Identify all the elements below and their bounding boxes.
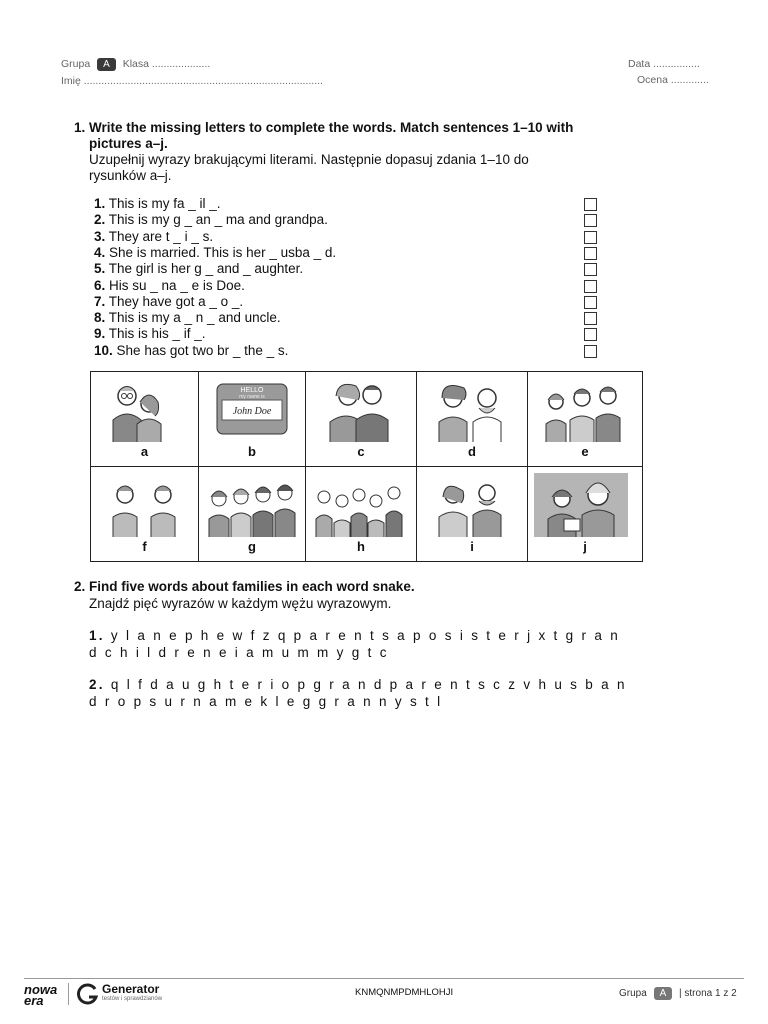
picture-cell-c xyxy=(306,372,417,467)
footer-page-info xyxy=(619,987,737,1000)
word-snake-1-number: 1. xyxy=(89,628,105,643)
date-field: Data ................ xyxy=(628,58,700,70)
class-field: Klasa .................... xyxy=(122,58,211,70)
picture-label: a xyxy=(140,444,149,459)
footer-divider xyxy=(24,978,744,979)
document-code: KNMQNMPDMHLOHJI xyxy=(355,987,454,998)
group-label: Grupa xyxy=(61,58,91,70)
sentence-number: 6. xyxy=(94,277,106,293)
nowa-era-logo xyxy=(24,984,64,1006)
name-tag-my-name-is: my name is xyxy=(239,394,265,400)
footer-logo-divider xyxy=(68,983,69,1005)
grandma-and-granddaughter-icon xyxy=(534,473,628,537)
picture-cell-d xyxy=(417,372,528,467)
sentence-text: They have got a _ o _. xyxy=(108,293,244,309)
picture-label: i xyxy=(470,539,474,554)
picture-cell-e xyxy=(528,372,643,467)
sentence-number: 10. xyxy=(94,342,113,358)
picture-cell-b xyxy=(199,372,306,467)
sentence-10 xyxy=(94,343,288,359)
couple-hugging-icon xyxy=(312,378,406,442)
sentence-text: This is my a _ n _ and uncle. xyxy=(108,310,281,326)
name-field: Imię .................................................................................. xyxy=(61,75,323,87)
word-snake-1-letters: y l a n e p h e w f z q p a r e n t s a p o s i s t e r j x t g r a n d c h i l d r e n e i a m u m m y g t c xyxy=(89,628,621,660)
generator-brand xyxy=(102,982,162,1002)
sentence-number: 3. xyxy=(94,228,106,244)
answer-checkbox-3[interactable] xyxy=(584,231,597,244)
sentence-text: His su _ na _ e is Doe. xyxy=(109,277,245,293)
sentence-text: This is my g _ an _ ma and grandpa. xyxy=(108,212,328,228)
exercise1-number: 1. xyxy=(74,120,86,135)
sentence-7 xyxy=(94,294,243,310)
sentence-number: 1. xyxy=(94,196,106,211)
sentence-text: She has got two br _ the _ s. xyxy=(116,342,289,358)
sentence-5 xyxy=(94,261,303,277)
sentence-number: 5. xyxy=(94,261,106,277)
generator-title: Generator xyxy=(102,982,160,996)
nowa-era-text: nowa era xyxy=(24,982,58,1008)
footer-group-badge: A xyxy=(654,987,673,1000)
exercise2-title xyxy=(74,579,415,595)
picture-cell-j xyxy=(528,467,643,562)
exercise1-instruction-line1: Uzupełnij wyrazy brakującymi literami. Następnie dopasuj zdania 1–10 do xyxy=(89,152,529,167)
sentence-number: 4. xyxy=(94,244,106,260)
aunt-and-uncle-icon xyxy=(423,378,517,442)
family-of-four-icon xyxy=(205,473,299,537)
elderly-couple-icon xyxy=(97,378,191,442)
picture-cell-g xyxy=(199,467,306,562)
exercise1-instruction-line2: rysunków a–j. xyxy=(89,168,172,183)
word-snake-1 xyxy=(89,628,629,661)
sentence-6 xyxy=(94,278,245,294)
picture-label: h xyxy=(357,539,365,554)
answer-checkbox-5[interactable] xyxy=(584,263,597,276)
sentence-number: 7. xyxy=(94,293,106,309)
picture-cell-h xyxy=(306,467,417,562)
answer-checkbox-10[interactable] xyxy=(584,345,597,358)
sentence-3 xyxy=(94,229,213,245)
sentence-text: This is his _ if _. xyxy=(108,326,206,342)
big-family-icon xyxy=(312,473,406,537)
grade-field: Ocena ............. xyxy=(637,74,709,86)
picture-cell-f xyxy=(91,467,199,562)
sentence-text: The girl is her g _ and _ aughter. xyxy=(108,261,304,277)
sentence-1 xyxy=(94,196,221,212)
picture-label: e xyxy=(581,444,589,459)
exercise2-title-text: Find five words about families in each word snake. xyxy=(89,579,415,594)
answer-checkbox-9[interactable] xyxy=(584,328,597,341)
picture-label: g xyxy=(248,539,256,554)
sentence-number: 9. xyxy=(94,326,106,342)
exercise2-number: 2. xyxy=(74,579,86,594)
word-snake-2-letters: q l f d a u g h t e r i o p g r a n d p a r e n t s c z v h u s b a n d r o p s u r n a m e k l e g g r a n n y s t l xyxy=(89,677,627,709)
sentence-2 xyxy=(94,212,328,228)
generator-logo-icon xyxy=(77,983,99,1005)
answer-checkbox-1[interactable] xyxy=(584,198,597,211)
picture-label: j xyxy=(583,539,587,554)
picture-label: b xyxy=(248,444,256,459)
sentence-number: 2. xyxy=(94,212,106,228)
answer-checkbox-2[interactable] xyxy=(584,214,597,227)
sentence-text: They are t _ i _ s. xyxy=(108,228,214,244)
answer-checkbox-6[interactable] xyxy=(584,280,597,293)
sentence-number: 8. xyxy=(94,310,106,326)
page-number: | strona 1 z 2 xyxy=(679,988,737,999)
exercise1-title-line2: pictures a–j. xyxy=(89,136,168,151)
answer-checkbox-4[interactable] xyxy=(584,247,597,260)
picture-label: d xyxy=(468,444,476,459)
answer-checkbox-8[interactable] xyxy=(584,312,597,325)
header-group-row xyxy=(61,58,210,71)
picture-label: c xyxy=(357,444,365,459)
sentence-text: This is my fa _ il _. xyxy=(108,196,221,211)
word-snake-2 xyxy=(89,677,629,710)
picture-cell-a xyxy=(91,372,199,467)
name-tag-name: John Doe xyxy=(232,406,272,417)
name-tag-icon xyxy=(205,378,299,442)
generator-subtitle: testów i sprawdzianów xyxy=(102,996,163,1002)
sentence-9 xyxy=(94,326,206,342)
word-snake-2-number: 2. xyxy=(89,677,105,692)
picture-label: f xyxy=(142,539,147,554)
answer-checkbox-7[interactable] xyxy=(584,296,597,309)
husband-and-wife-icon xyxy=(423,473,517,537)
sentence-text: She is married. This is her _ usba _ d. xyxy=(109,244,337,260)
sentence-8 xyxy=(94,310,281,326)
pictures-table xyxy=(90,371,643,562)
three-siblings-icon xyxy=(534,378,628,442)
footer-group-label: Grupa xyxy=(619,988,647,999)
exercise1-title-line1: Write the missing letters to complete the words. Match sentences 1–10 with xyxy=(89,120,574,135)
exercise2-instruction: Znajdź pięć wyrazów w każdym wężu wyrazowym. xyxy=(89,596,392,611)
group-badge: A xyxy=(97,58,116,71)
exercise1-title xyxy=(74,120,634,152)
name-tag-hello: HELLO xyxy=(240,387,264,394)
picture-cell-i xyxy=(417,467,528,562)
sentence-4 xyxy=(94,245,336,261)
twins-icon xyxy=(97,473,191,537)
